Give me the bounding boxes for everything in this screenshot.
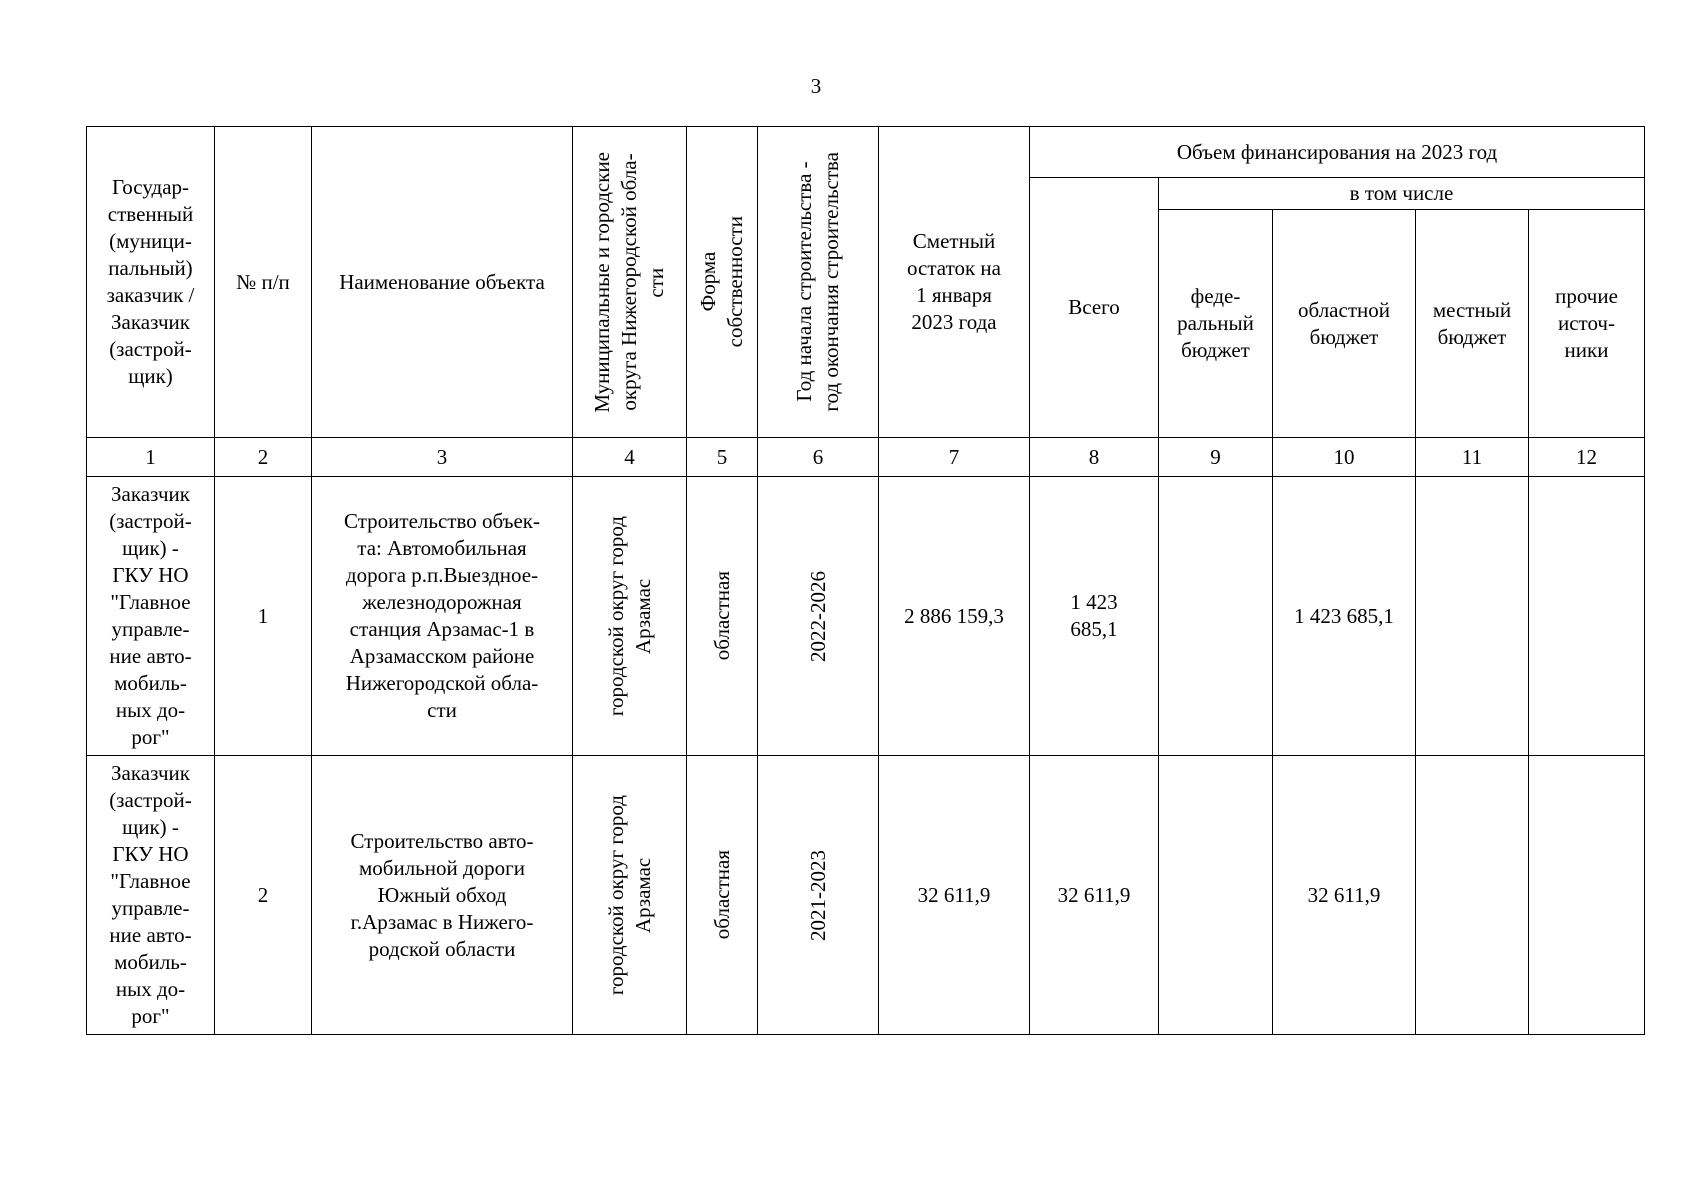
header-federal: феде- ральный бюджет [1159, 210, 1273, 438]
federal-cell [1159, 477, 1273, 756]
customer-cell: Заказчик (застрой- щик) - ГКУ НО "Главное управле- ние авто- мобиль- ных до- рог" [87, 756, 215, 1035]
header-other: прочие источ- ники [1529, 210, 1645, 438]
estimate-balance-cell: 2 886 159,3 [879, 477, 1030, 756]
column-number: 12 [1529, 438, 1645, 477]
financing-table [86, 126, 1645, 1035]
total-cell: 32 611,9 [1030, 756, 1159, 1035]
ownership-cell: областная [687, 477, 758, 756]
header-local: местный бюджет [1416, 210, 1529, 438]
number-cell: 2 [215, 756, 312, 1035]
column-number: 9 [1159, 438, 1273, 477]
page-number: 3 [810, 74, 822, 98]
regional-cell: 32 611,9 [1273, 756, 1416, 1035]
regional-cell: 1 423 685,1 [1273, 477, 1416, 756]
header-years: Год начала строительства - год окончания строительства [758, 127, 879, 438]
column-number: 10 [1273, 438, 1416, 477]
number-cell: 1 [215, 477, 312, 756]
column-number: 8 [1030, 438, 1159, 477]
object-name-cell: Строительство авто- мобильной дороги Южный обход г.Арзамас в Нижего- родской области [312, 756, 573, 1035]
years-cell: 2022-2026 [758, 477, 879, 756]
column-number: 2 [215, 438, 312, 477]
column-number: 4 [573, 438, 687, 477]
header-row-1 [87, 127, 1645, 178]
header-estimate-balance: Сметный остаток на 1 января 2023 года [879, 127, 1030, 438]
header-financing-title: Объем финансирования на 2023 год [1030, 127, 1645, 178]
total-cell: 1 423 685,1 [1030, 477, 1159, 756]
column-number-row [87, 438, 1645, 477]
column-number: 11 [1416, 438, 1529, 477]
column-number: 7 [879, 438, 1030, 477]
object-name-cell: Строительство объек- та: Автомобильная дорога р.п.Выездное- железнодорожная станция Арзамас-1 в Арзамасском районе Нижегородской обла- сти [312, 477, 573, 756]
local-cell [1416, 477, 1529, 756]
estimate-balance-cell: 32 611,9 [879, 756, 1030, 1035]
table-row [87, 756, 1645, 1035]
table-row [87, 477, 1645, 756]
column-number: 6 [758, 438, 879, 477]
header-number: № п/п [215, 127, 312, 438]
ownership-cell: областная [687, 756, 758, 1035]
municipality-cell: городской округ город Арзамас [573, 477, 687, 756]
header-ownership: Форма собственности [687, 127, 758, 438]
header-object-name: Наименование объекта [312, 127, 573, 438]
federal-cell [1159, 756, 1273, 1035]
header-including: в том числе [1159, 178, 1645, 210]
column-number: 3 [312, 438, 573, 477]
local-cell [1416, 756, 1529, 1035]
header-customer: Государ- ственный (муници- пальный) заказчик / Заказчик (застрой- щик) [87, 127, 215, 438]
header-total: Всего [1030, 178, 1159, 438]
column-number: 5 [687, 438, 758, 477]
customer-cell: Заказчик (застрой- щик) - ГКУ НО "Главное управле- ние авто- мобиль- ных до- рог" [87, 477, 215, 756]
header-regional: областной бюджет [1273, 210, 1416, 438]
years-cell: 2021-2023 [758, 756, 879, 1035]
column-number: 1 [87, 438, 215, 477]
municipality-cell: городской округ город Арзамас [573, 756, 687, 1035]
other-cell [1529, 477, 1645, 756]
other-cell [1529, 756, 1645, 1035]
header-municipality: Муниципальные и городские округа Нижегородской обла- сти [573, 127, 687, 438]
